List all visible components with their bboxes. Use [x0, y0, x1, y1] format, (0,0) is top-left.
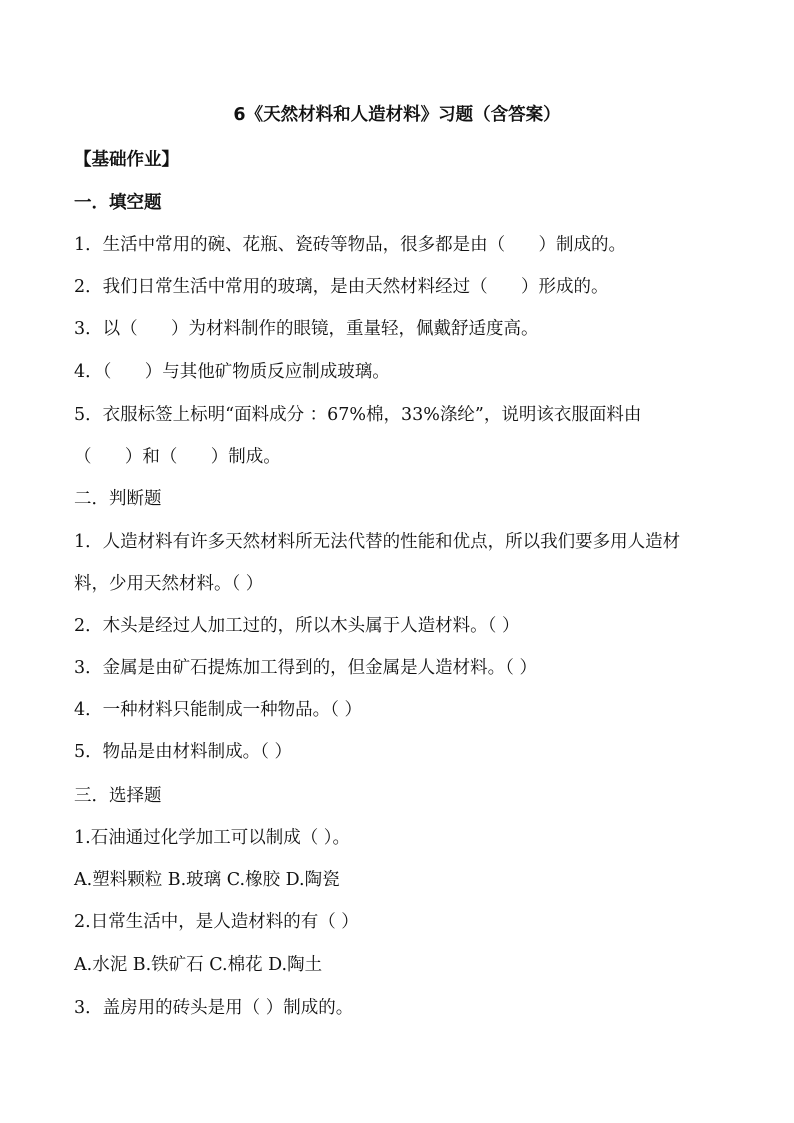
- judge-question-1-line-1: 1．人造材料有许多天然材料所无法代替的性能和优点，所以我们要多用人造材: [74, 532, 681, 552]
- fill-blank-question-3: 3．以（ ）为材料制作的眼镜，重量轻，佩戴舒适度高。: [74, 319, 539, 339]
- judge-question-4: 4．一种材料只能制成一种物品。（ ）: [74, 700, 362, 720]
- fill-blank-question-5-line-1: 5．衣服标签上标明“面料成分 ：67%棉，33%涤纶”，说明该衣服面料由: [74, 405, 642, 425]
- choice-question-2: 2.日常生活中，是人造材料的有（ ）: [74, 912, 359, 932]
- fill-blank-heading: 一．填空题: [74, 193, 162, 213]
- basic-section-heading: 【基础作业】: [74, 150, 179, 170]
- fill-blank-question-1: 1．生活中常用的碗、花瓶、瓷砖等物品，很多都是由（ ）制成的。: [74, 235, 627, 255]
- page-title: 6《天然材料和人造材料》习题（含答案）: [233, 105, 561, 125]
- judge-heading: 二．判断题: [74, 489, 162, 509]
- choice-question-1-options: A.塑料颗粒 B.玻璃 C.橡胶 D.陶瓷: [74, 870, 340, 890]
- fill-blank-question-5-line-2: （ ）和（ ）制成。: [74, 447, 281, 467]
- choice-question-3: 3．盖房用的砖头是用（ ）制成的。: [74, 998, 354, 1018]
- judge-question-3: 3．金属是由矿石提炼加工得到的，但金属是人造材料。（ ）: [74, 658, 537, 678]
- fill-blank-question-2: 2．我们日常生活中常用的玻璃，是由天然材料经过（ ）形成的。: [74, 277, 609, 297]
- fill-blank-question-4: 4．（ ）与其他矿物质反应制成玻璃。: [74, 362, 390, 382]
- choice-heading: 三．选择题: [74, 786, 162, 806]
- judge-question-5: 5．物品是由材料制成。（ ）: [74, 742, 292, 762]
- choice-question-2-options: A.水泥 B.铁矿石 C.棉花 D.陶土: [74, 955, 323, 975]
- judge-question-1-line-2: 料，少用天然材料。（ ）: [74, 574, 264, 594]
- choice-question-1: 1.石油通过化学加工可以制成（ ）。: [74, 828, 351, 848]
- judge-question-2: 2．木头是经过人加工过的，所以木头属于人造材料。（ ）: [74, 616, 520, 636]
